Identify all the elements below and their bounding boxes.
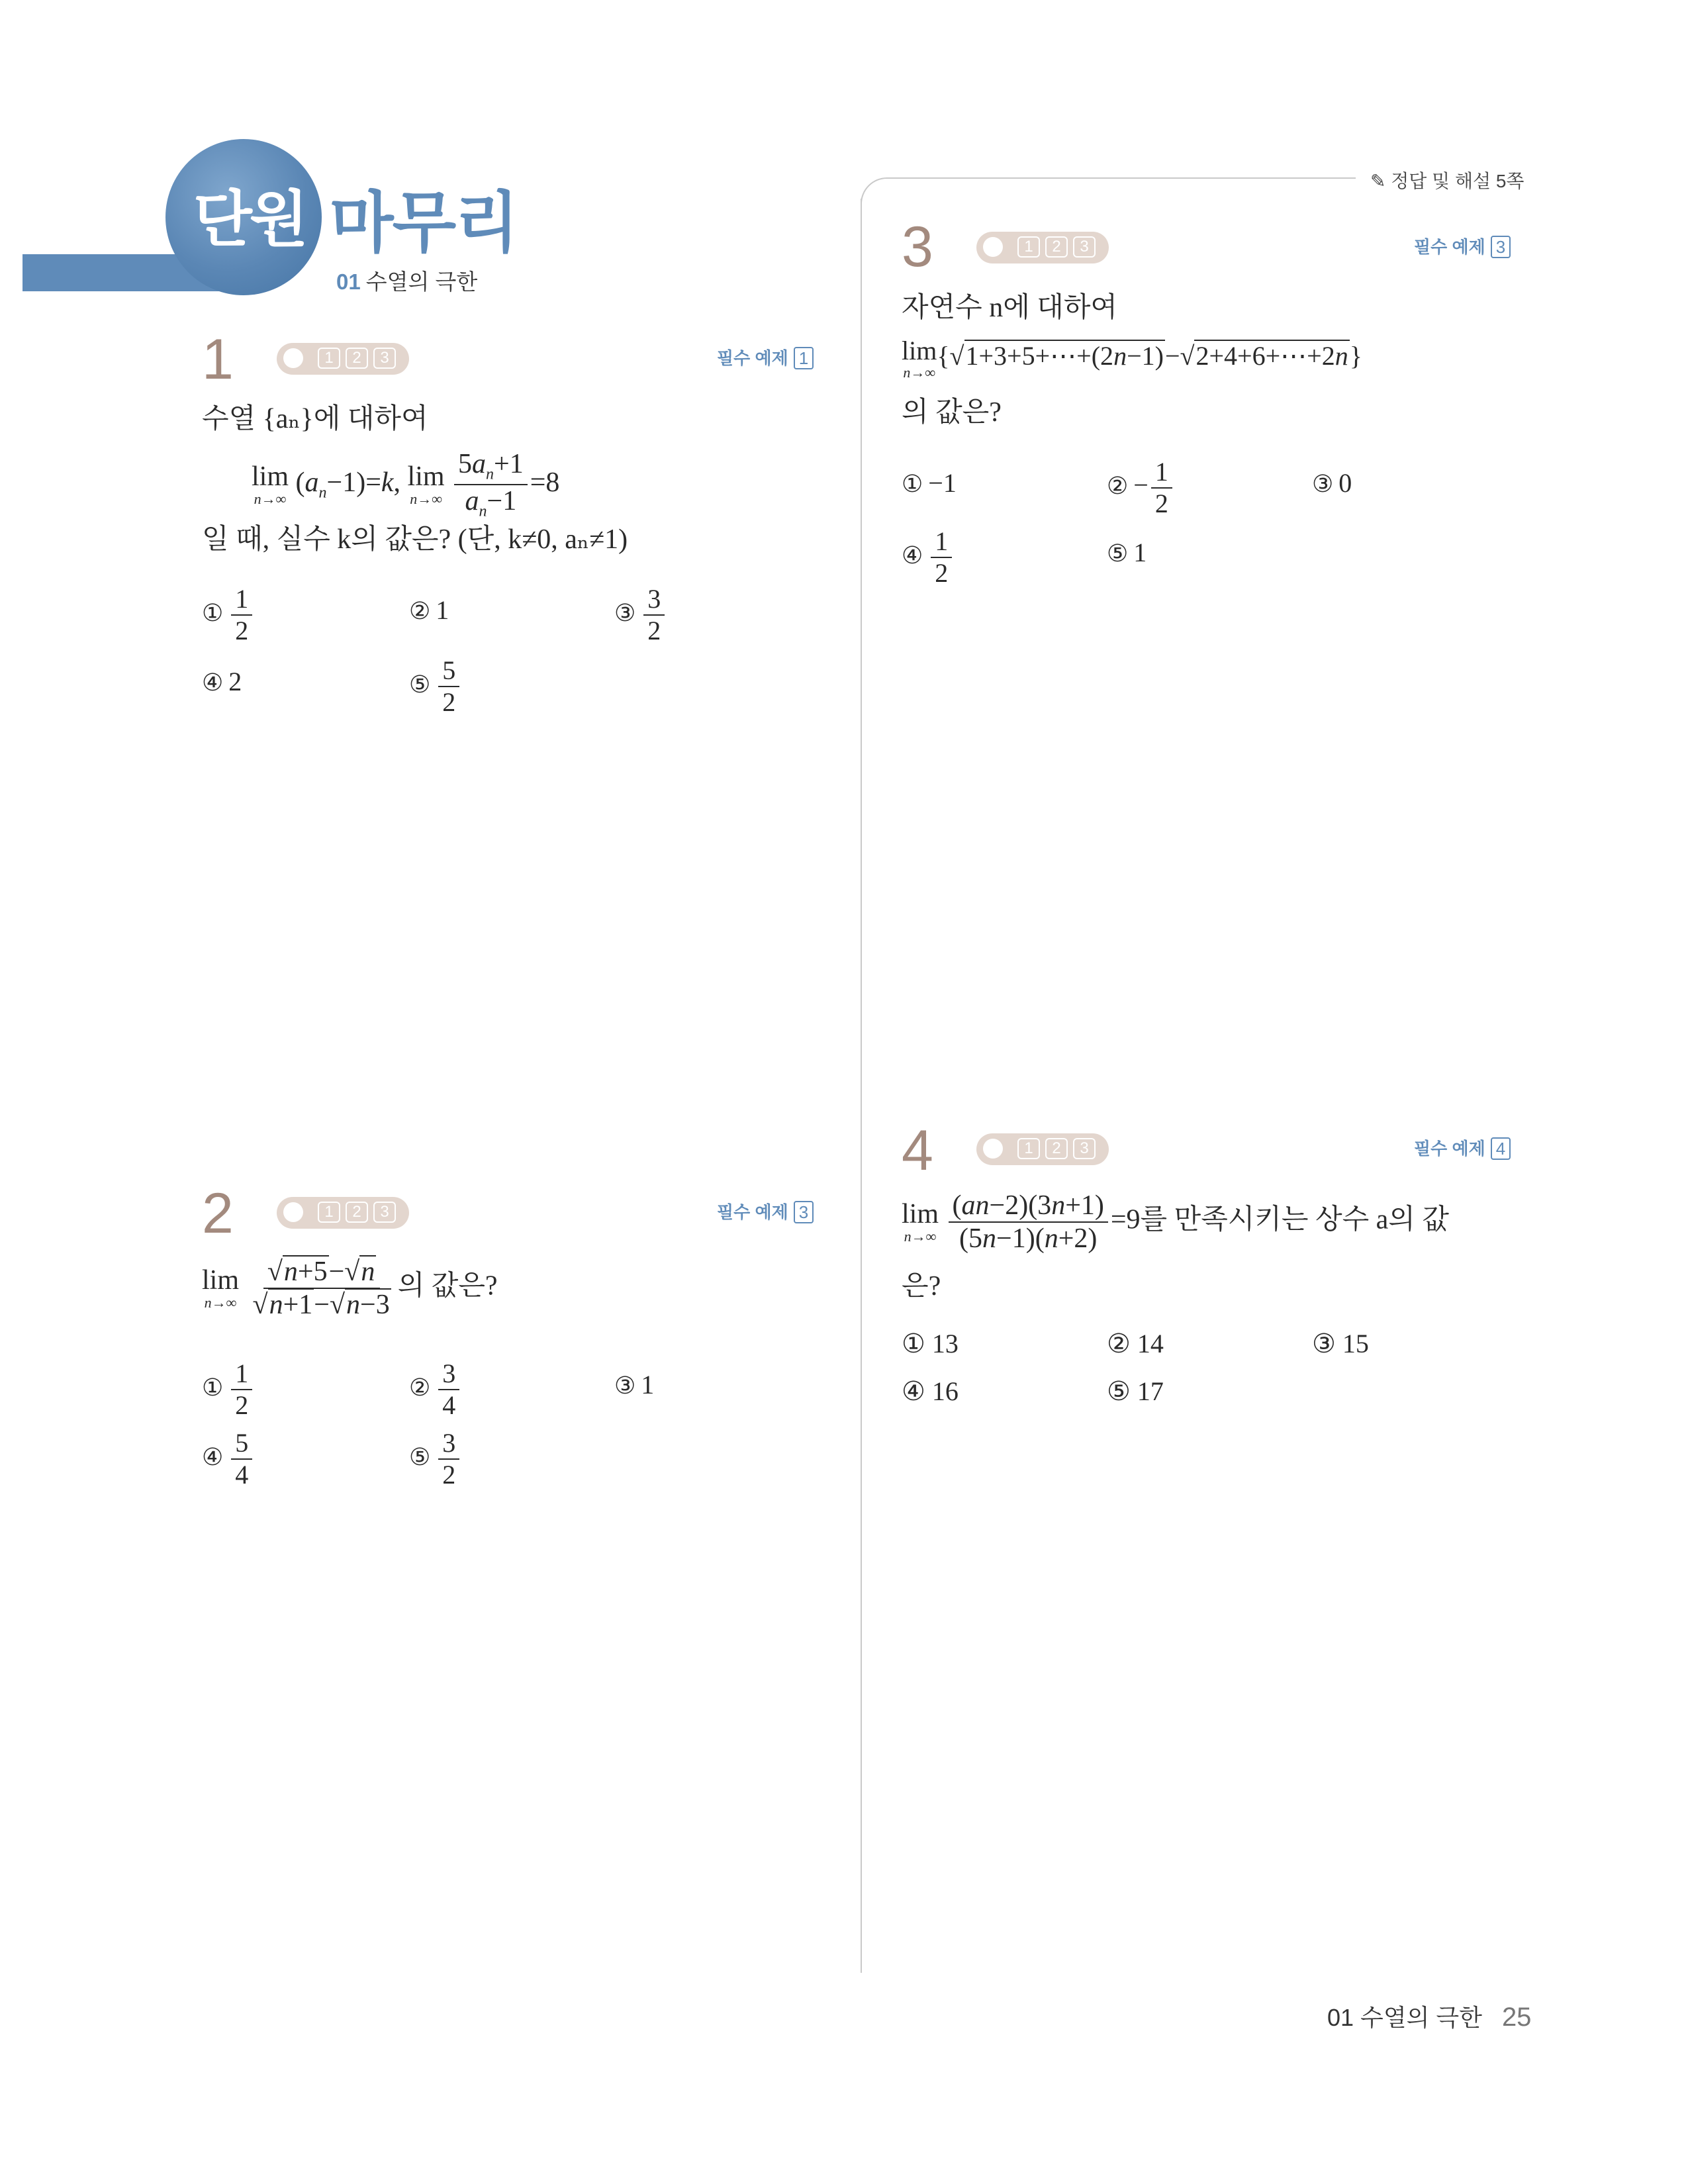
footer-section: 01 수열의 극한 xyxy=(1327,2004,1482,2031)
problem-3-reference: 필수 예제 3 xyxy=(1414,234,1511,258)
problem-4-question-end: 은? xyxy=(902,1271,941,1302)
page-footer xyxy=(1327,1999,1531,2033)
problem-4-option-3: ③ 15 xyxy=(1312,1329,1369,1358)
problem-4-number: 4 xyxy=(902,1119,933,1182)
problem-3-difficulty: 1 2 3 xyxy=(976,232,1109,263)
header-mamuri-title: 마무리 xyxy=(330,186,518,260)
problem-4-option-1: ① 13 xyxy=(902,1329,959,1358)
problem-1-option-3: ③ $\frac{3}{2}$ xyxy=(614,586,667,644)
header-sub-title: 수열의 극한 xyxy=(365,269,478,294)
problem-2-option-5: ⑤ $\frac{3}{2}$ xyxy=(409,1430,462,1488)
problem-4-question: lim n→∞ $\frac{(an-2)(3n+1)}{(5n-1)(n+2)}$ =9를 만족시키는 상수 a의 값 xyxy=(902,1190,1449,1254)
problem-1-intro: 수열 {aₙ}에 대하여 xyxy=(202,404,428,434)
problem-3-expression: lim n→∞ {√1+3+5+⋯+(2n−1)−√2+4+6+⋯+2n} xyxy=(902,336,1362,381)
problem-1-reference: 필수 예제 1 xyxy=(717,345,814,369)
problem-2-question: lim n→∞ $\frac{√n+5-√n}{√n+1-√n-3}$ 의 값은? xyxy=(202,1257,498,1320)
problem-1-option-1: ① $\frac{1}{2}$ xyxy=(202,586,255,644)
problem-3-option-2: ② − $\frac{1}{2}$ xyxy=(1107,459,1175,517)
problem-4-reference: 필수 예제 4 xyxy=(1414,1135,1511,1160)
problem-1-number: 1 xyxy=(202,328,234,391)
problem-3-option-4: ④ $\frac{1}{2}$ xyxy=(902,528,955,587)
problem-3-number: 3 xyxy=(902,215,933,279)
problem-2-option-4: ④ $\frac{5}{4}$ xyxy=(202,1430,255,1488)
problem-3-option-1: ① −1 xyxy=(902,468,957,498)
problem-2-option-2: ② $\frac{3}{4}$ xyxy=(409,1360,462,1419)
header-dan-title: 단원 xyxy=(193,186,306,254)
problem-1-option-5: ⑤ $\frac{5}{2}$ xyxy=(409,657,462,716)
problem-1-condition: lim n→∞ $(a_n-1)=k$, lim n→∞ $\frac{5a_n+1}{a_n-1}$ =8 xyxy=(252,449,560,520)
divider-top-line xyxy=(887,177,1356,179)
problem-4-option-2: ② 14 xyxy=(1107,1329,1164,1358)
problem-4-option-5: ⑤ 17 xyxy=(1107,1376,1164,1406)
problem-1-question: 일 때, 실수 k의 값은? (단, k≠0, aₙ≠1) xyxy=(202,524,628,555)
divider-vertical-line xyxy=(861,199,862,1973)
problem-1-option-2: ② 1 xyxy=(409,595,449,625)
problem-1-difficulty: 1 2 3 xyxy=(277,343,409,375)
problem-2-difficulty: 1 2 3 xyxy=(277,1197,409,1229)
problem-2-number: 2 xyxy=(202,1182,234,1245)
problem-2-option-1: ① $\frac{1}{2}$ xyxy=(202,1360,255,1419)
problem-4-difficulty: 1 2 3 xyxy=(976,1133,1109,1165)
problem-3-option-5: ⑤ 1 xyxy=(1107,538,1147,567)
problem-3-intro: 자연수 n에 대하여 xyxy=(902,293,1118,323)
page-number: 25 xyxy=(1501,2003,1532,2032)
problem-1-option-4: ④ 2 xyxy=(202,667,242,696)
problem-4-option-4: ④ 16 xyxy=(902,1376,959,1406)
problem-3-option-3: ③ 0 xyxy=(1312,468,1352,498)
problem-2-reference: 필수 예제 3 xyxy=(717,1199,814,1223)
problem-2-option-3: ③ 1 xyxy=(614,1370,655,1400)
header-sub-number: 01 xyxy=(336,269,361,294)
problem-3-question: 의 값은? xyxy=(902,397,1002,428)
answer-reference: ✎ 정답 및 해설 5쪽 xyxy=(1370,171,1524,191)
header-subtitle xyxy=(336,265,477,296)
divider-corner xyxy=(861,177,887,204)
